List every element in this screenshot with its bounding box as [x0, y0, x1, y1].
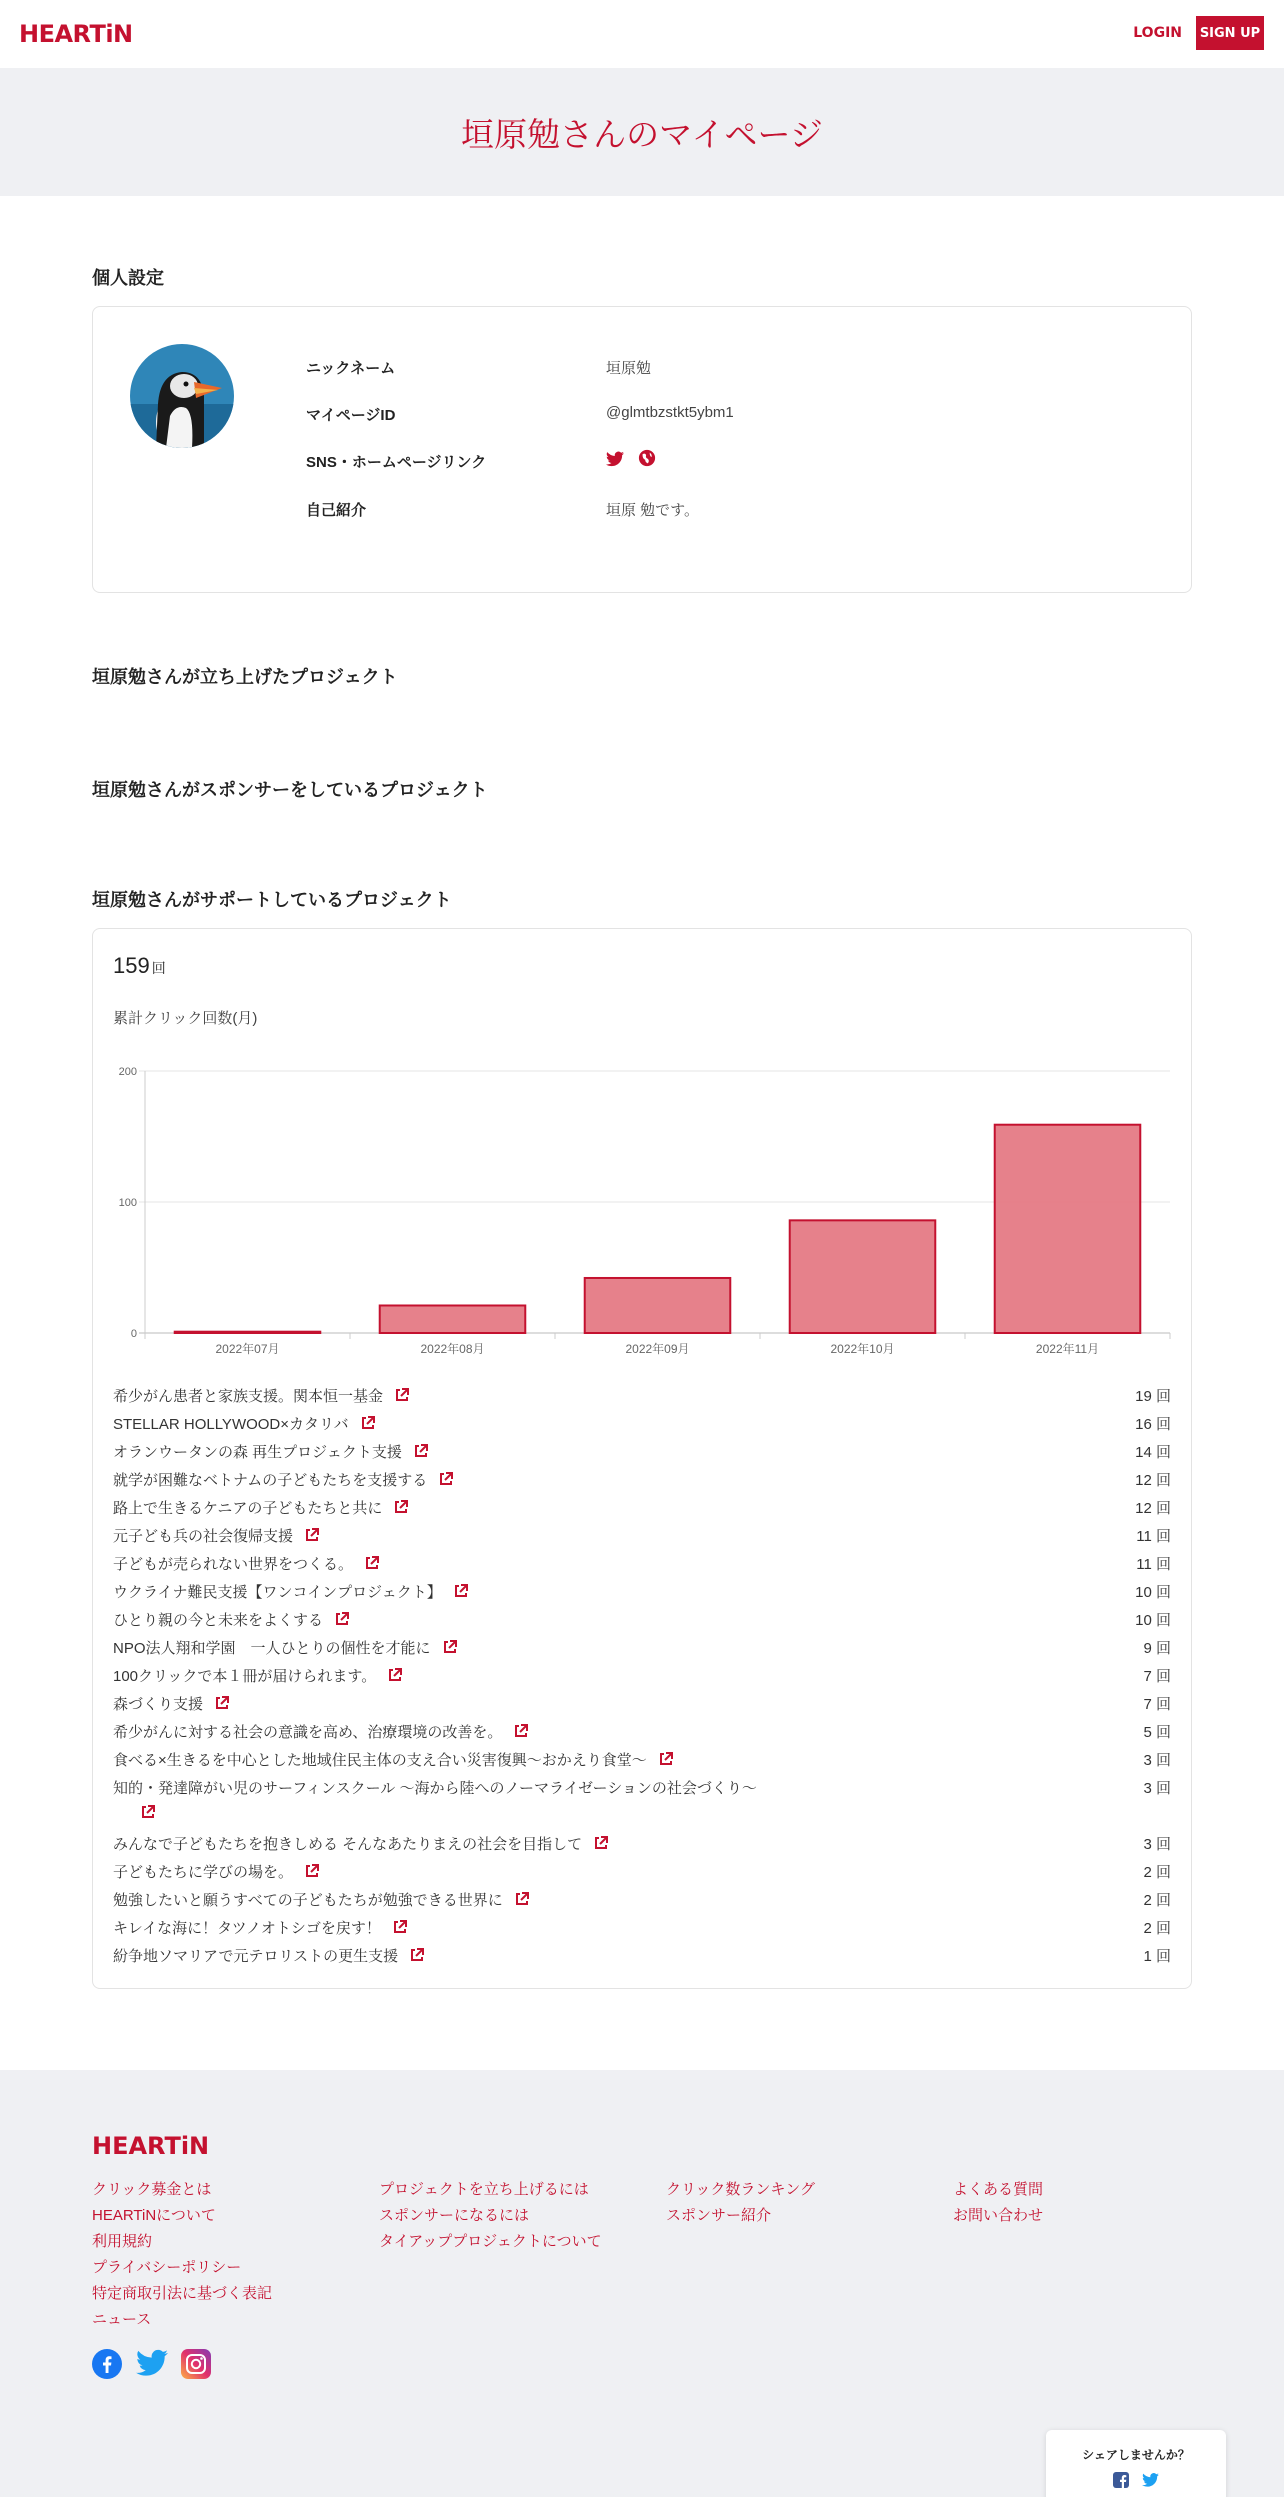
project-click-count: 2 回: [1143, 1920, 1171, 1937]
twitter-icon[interactable]: [606, 451, 624, 467]
globe-icon[interactable]: [638, 449, 656, 467]
x-tick-label: 2022年07月: [215, 1342, 280, 1356]
footer-link-sponsors[interactable]: スポンサー紹介: [666, 2207, 772, 2224]
project-row: [113, 1857, 1171, 1885]
project-click-count: 11 回: [1136, 1556, 1171, 1573]
project-name[interactable]: 子どもが売られない世界をつくる。: [113, 1556, 354, 1573]
project-row: [113, 1717, 1171, 1745]
external-link-icon[interactable]: [410, 1948, 424, 1962]
project-name[interactable]: 希少がん患者と家族支援。関本恒一基金: [113, 1388, 384, 1405]
chart-bar: [995, 1125, 1141, 1333]
project-row: [113, 1521, 1171, 1549]
project-click-count: 7 回: [1143, 1668, 1171, 1685]
sns-links: [606, 449, 656, 471]
footer-link-privacy[interactable]: プライバシーポリシー: [92, 2259, 242, 2276]
project-name[interactable]: オランウータンの森 再生プロジェクト支援: [113, 1444, 402, 1461]
y-tick-label: 200: [118, 1066, 137, 1078]
project-name[interactable]: ひとり親の今と未来をよくする: [113, 1612, 324, 1629]
project-name[interactable]: 希少がんに対する社会の意識を高め、治療環境の改善を。: [113, 1724, 503, 1741]
project-row: [113, 1465, 1171, 1493]
project-row: [113, 1577, 1171, 1605]
x-tick-label: 2022年11月: [1035, 1342, 1100, 1356]
footer-link-terms[interactable]: 利用規約: [92, 2233, 153, 2250]
total-clicks-unit: 回: [151, 960, 166, 976]
x-tick-label: 2022年08月: [420, 1342, 485, 1356]
launched-projects-title: 垣原勉さんが立ち上げたプロジェクト: [92, 667, 398, 687]
footer-col-1: [92, 2178, 272, 2334]
mypage-id-label: マイページID: [306, 407, 396, 424]
footer-col-3: [666, 2178, 815, 2230]
y-tick-label: 100: [118, 1197, 137, 1209]
project-click-count: 2 回: [1143, 1892, 1171, 1909]
project-click-count: 7 回: [1143, 1696, 1171, 1713]
footer-link-about-heartin[interactable]: HEARTiNについて: [92, 2207, 216, 2224]
chart-bar: [175, 1332, 321, 1333]
external-link-icon[interactable]: [141, 1805, 155, 1819]
project-name[interactable]: 子どもたちに学びの場を。: [113, 1864, 294, 1881]
project-row: [113, 1409, 1171, 1437]
project-name[interactable]: 路上で生きるケニアの子どもたちと共に: [113, 1500, 383, 1517]
project-row: [113, 1661, 1171, 1689]
profile-card: [92, 306, 1192, 593]
external-link-icon[interactable]: [414, 1444, 428, 1458]
project-name[interactable]: キレイな海に！タツノオトシゴを戻す！: [113, 1920, 381, 1937]
project-row: [113, 1745, 1171, 1773]
external-link-icon[interactable]: [335, 1612, 349, 1626]
share-twitter-icon[interactable]: [1142, 2473, 1159, 2487]
facebook-icon[interactable]: [92, 2349, 122, 2384]
monthly-clicks-chart: [93, 929, 1191, 1369]
external-link-icon[interactable]: [515, 1892, 529, 1906]
project-row: [113, 1437, 1171, 1465]
support-card: [92, 928, 1192, 1989]
footer-logo[interactable]: HEARTiN: [92, 2132, 210, 2160]
chart-bar: [380, 1305, 526, 1333]
external-link-icon[interactable]: [305, 1528, 319, 1542]
project-name[interactable]: STELLAR HOLLYWOOD×カタリバ: [113, 1416, 349, 1433]
project-click-count: 14 回: [1135, 1444, 1171, 1461]
project-name[interactable]: NPO法人翔和学園 一人ひとりの個性を才能に: [113, 1640, 431, 1657]
x-tick-label: 2022年10月: [830, 1342, 895, 1356]
instagram-icon[interactable]: [181, 2349, 211, 2384]
project-click-count: 11 回: [1136, 1528, 1171, 1545]
project-row: [113, 1941, 1171, 1969]
external-link-icon[interactable]: [215, 1696, 229, 1710]
external-link-icon[interactable]: [659, 1752, 673, 1766]
footer-link-news[interactable]: ニュース: [92, 2311, 152, 2328]
external-link-icon[interactable]: [395, 1388, 409, 1402]
project-name[interactable]: 元子ども兵の社会復帰支援: [113, 1528, 294, 1545]
hero-banner: [0, 68, 1284, 196]
twitter-icon[interactable]: [136, 2349, 168, 2382]
footer-link-start-project[interactable]: プロジェクトを立ち上げるには: [379, 2181, 589, 2198]
project-row: [113, 1549, 1171, 1577]
page-title: 垣原勉さんのマイページ: [461, 115, 823, 153]
external-link-icon[interactable]: [443, 1640, 457, 1654]
share-widget: [1046, 2430, 1226, 2497]
project-row: [113, 1773, 1171, 1829]
share-facebook-icon[interactable]: [1113, 2472, 1129, 2488]
project-name[interactable]: 100クリックで本１冊が届けられます。: [113, 1668, 377, 1685]
project-name[interactable]: みんなで子どもたちを抱きしめる そんなあたりまえの社会を目指して: [113, 1836, 583, 1853]
project-click-count: 2 回: [1143, 1864, 1171, 1881]
external-link-icon[interactable]: [361, 1416, 375, 1430]
nickname-label: ニックネーム: [306, 360, 396, 377]
project-name[interactable]: ウクライナ難民支援【ワンコインプロジェクト】: [113, 1584, 442, 1601]
project-row: [113, 1689, 1171, 1717]
project-row: [113, 1633, 1171, 1661]
y-tick-label: 0: [130, 1328, 137, 1340]
project-name[interactable]: 食べる×生きるを中心とした地域住民主体の支え合い災害復興～おかえり食堂～: [113, 1752, 647, 1769]
project-row: [113, 1605, 1171, 1633]
project-click-count: 3 回: [1143, 1752, 1171, 1769]
project-click-count: 19 回: [1135, 1388, 1171, 1405]
external-link-icon[interactable]: [594, 1836, 608, 1850]
site-header: [0, 0, 1284, 68]
project-row: [113, 1913, 1171, 1941]
project-name[interactable]: 紛争地ソマリアで元テロリストの更生支援: [113, 1948, 399, 1965]
external-link-icon[interactable]: [454, 1584, 468, 1598]
signup-button[interactable]: SIGN UP: [1196, 16, 1264, 50]
chart-bar: [585, 1278, 731, 1333]
footer-link-tieup[interactable]: タイアッププロジェクトについて: [379, 2233, 602, 2250]
avatar: [130, 344, 234, 448]
footer-col-4: [953, 2178, 1043, 2230]
login-link[interactable]: LOGIN: [1133, 25, 1182, 41]
project-name[interactable]: 就学が困難なベトナムの子どもたちを支援する: [113, 1472, 428, 1489]
profile-section-title: 個人設定: [92, 268, 164, 288]
external-link-icon[interactable]: [394, 1500, 408, 1514]
project-row: [113, 1885, 1171, 1913]
project-click-count: 3 回: [1143, 1780, 1171, 1797]
x-tick-label: 2022年09月: [625, 1342, 690, 1356]
footer-link-faq[interactable]: よくある質問: [953, 2181, 1044, 2198]
external-link-icon[interactable]: [388, 1668, 402, 1682]
chart-title: 累計クリック回数(月): [113, 1010, 258, 1027]
external-link-icon[interactable]: [393, 1920, 407, 1934]
supported-projects-title: 垣原勉さんがサポートしているプロジェクト: [92, 890, 452, 910]
puffin-avatar-image: [130, 344, 234, 448]
project-name[interactable]: 知的・発達障がい児のサーフィンスクール ～海から陸へのノーマライゼーションの社会づくり～: [113, 1780, 757, 1797]
footer-link-become-sponsor[interactable]: スポンサーになるには: [379, 2207, 530, 2224]
mypage-id-value[interactable]: @glmtbzstkt5ybm1: [606, 404, 734, 421]
sponsored-projects-title: 垣原勉さんがスポンサーをしているプロジェクト: [92, 780, 488, 800]
footer-link-contact[interactable]: お問い合わせ: [953, 2207, 1044, 2224]
project-name[interactable]: 勉強したいと願うすべての子どもたちが勉強できる世界に: [113, 1892, 503, 1909]
project-click-count: 10 回: [1135, 1584, 1171, 1601]
project-row: [113, 1381, 1171, 1409]
project-row: [113, 1493, 1171, 1521]
project-row: [113, 1829, 1171, 1857]
external-link-icon[interactable]: [305, 1864, 319, 1878]
total-clicks-value: 159: [113, 953, 150, 978]
project-click-count: 3 回: [1143, 1836, 1171, 1853]
project-click-count: 10 回: [1135, 1612, 1171, 1629]
footer-link-tokushoho[interactable]: 特定商取引法に基づく表記: [92, 2285, 273, 2302]
project-click-count: 9 回: [1143, 1640, 1171, 1657]
project-click-count: 16 回: [1135, 1416, 1171, 1433]
footer-col-2: [379, 2178, 602, 2256]
project-click-count: 12 回: [1135, 1472, 1171, 1489]
external-link-icon[interactable]: [439, 1472, 453, 1486]
sns-label: SNS・ホームページリンク: [306, 454, 487, 471]
bio-value: 垣原 勉です。: [606, 502, 699, 519]
project-list: [113, 1381, 1171, 1969]
chart-bar: [790, 1220, 936, 1333]
nickname-value: 垣原勉: [606, 360, 652, 377]
external-link-icon[interactable]: [365, 1556, 379, 1570]
project-name[interactable]: 森づくり支援: [113, 1696, 204, 1713]
project-click-count: 5 回: [1143, 1724, 1171, 1741]
bio-label: 自己紹介: [306, 502, 367, 519]
project-click-count: 1 回: [1143, 1948, 1171, 1965]
footer-link-about-click[interactable]: クリック募金とは: [92, 2181, 212, 2198]
project-click-count: 12 回: [1135, 1500, 1171, 1517]
external-link-icon[interactable]: [514, 1724, 528, 1738]
footer-link-ranking[interactable]: クリック数ランキング: [666, 2181, 815, 2198]
heartin-logo[interactable]: HEARTiN: [19, 20, 133, 48]
share-title: シェアしませんか？: [1082, 2448, 1190, 2462]
